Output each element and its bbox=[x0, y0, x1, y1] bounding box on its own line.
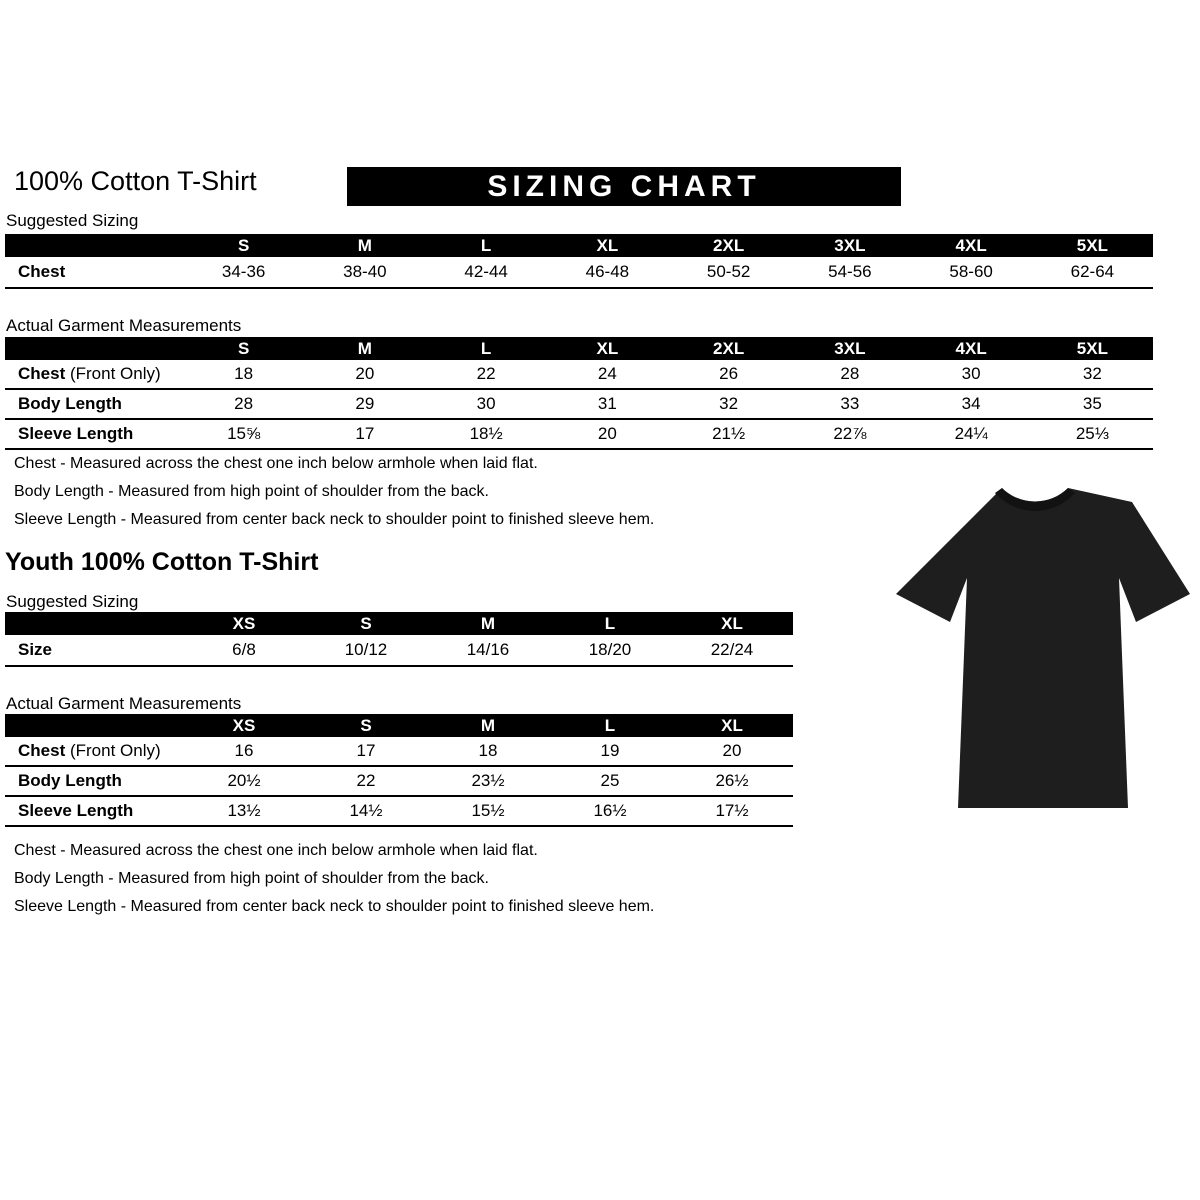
table-row bbox=[5, 797, 793, 827]
column-header: 3XL bbox=[834, 338, 866, 358]
table-cell: 62-64 bbox=[1070, 262, 1115, 281]
column-header: M bbox=[480, 613, 496, 633]
table-cell: 54-56 bbox=[828, 262, 872, 281]
note-chest: Chest - Measured across the chest one inch below armhole when laid flat. bbox=[14, 842, 538, 859]
table-row bbox=[5, 767, 793, 797]
youth-measurement-notes bbox=[14, 837, 654, 921]
column-header: 5XL bbox=[1076, 338, 1108, 358]
sizing-chart-banner bbox=[347, 167, 901, 206]
column-header: S bbox=[237, 338, 250, 358]
table-cell: 46-48 bbox=[585, 262, 630, 281]
column-header: 5XL bbox=[1076, 235, 1108, 255]
column-header: L bbox=[604, 613, 616, 633]
row-label: Body Length bbox=[18, 394, 122, 413]
table-cell: 16 bbox=[234, 741, 254, 760]
table-cell: 28 bbox=[840, 364, 860, 383]
tshirt-body-shape bbox=[896, 488, 1190, 808]
adult-suggested-sizing-label: Suggested Sizing bbox=[6, 211, 139, 230]
table-row bbox=[5, 390, 1153, 420]
adult-actual-measurements-table bbox=[5, 337, 1153, 450]
note-sleeve-length: Sleeve Length - Measured from center back neck to shoulder point to finished sleeve hem. bbox=[14, 898, 655, 915]
note-body-length: Body Length - Measured from high point of shoulder from the back. bbox=[14, 870, 489, 887]
column-header: S bbox=[360, 715, 372, 735]
tshirt-graphic bbox=[890, 472, 1198, 820]
column-header: 2XL bbox=[713, 235, 745, 255]
column-header: L bbox=[604, 715, 616, 735]
column-header: XL bbox=[721, 715, 743, 735]
note-chest: Chest - Measured across the chest one inch below armhole when laid flat. bbox=[14, 455, 538, 472]
row-label: Chest (Front Only) bbox=[18, 364, 161, 383]
row-label: Chest bbox=[18, 262, 66, 281]
table-cell: 32 bbox=[1082, 364, 1102, 383]
row-label: Body Length bbox=[18, 771, 122, 790]
table-cell: 30 bbox=[961, 364, 981, 383]
column-header: XS bbox=[232, 715, 256, 735]
table-row bbox=[5, 360, 1153, 390]
table-cell: 14/16 bbox=[466, 640, 510, 659]
row-label: Sleeve Length bbox=[18, 424, 134, 443]
table-cell: 17 bbox=[355, 424, 375, 443]
table-header-row bbox=[5, 234, 1153, 257]
table-cell: 13½ bbox=[227, 801, 261, 820]
row-label: Sleeve Length bbox=[18, 801, 134, 820]
adult-measurement-notes bbox=[14, 450, 654, 534]
column-header: S bbox=[360, 613, 372, 633]
row-label: Size bbox=[18, 640, 53, 659]
youth-suggested-sizing-table bbox=[5, 612, 793, 667]
column-header: L bbox=[480, 235, 492, 255]
youth-actual-measurements-label: Actual Garment Measurements bbox=[6, 694, 242, 713]
sizing-chart-banner-text: SIZING CHART bbox=[487, 169, 761, 203]
column-header: 4XL bbox=[955, 235, 987, 255]
table-cell: 34-36 bbox=[221, 262, 266, 281]
table-cell: 25 bbox=[600, 771, 620, 790]
table-cell: 21½ bbox=[712, 424, 746, 443]
column-header: M bbox=[357, 338, 372, 358]
youth-suggested-sizing-label: Suggested Sizing bbox=[6, 592, 139, 611]
column-header: XS bbox=[232, 613, 256, 633]
table-cell: 31 bbox=[597, 394, 617, 413]
table-row bbox=[5, 737, 793, 767]
table-cell: 28 bbox=[234, 394, 254, 413]
table-cell: 33 bbox=[840, 394, 860, 413]
table-cell: 18 bbox=[234, 364, 254, 383]
table-cell: 35 bbox=[1082, 394, 1102, 413]
column-header: L bbox=[480, 338, 492, 358]
table-cell: 15⅝ bbox=[227, 424, 261, 443]
table-cell: 38-40 bbox=[343, 262, 387, 281]
table-row bbox=[5, 420, 1153, 450]
table-cell: 20 bbox=[597, 424, 617, 443]
table-cell: 10/12 bbox=[344, 640, 388, 659]
table-cell: 26½ bbox=[715, 771, 749, 790]
table-cell: 42-44 bbox=[464, 262, 508, 281]
column-header: M bbox=[480, 715, 496, 735]
table-cell: 24¼ bbox=[954, 424, 988, 443]
table-cell: 16½ bbox=[593, 801, 627, 820]
table-cell: 26 bbox=[719, 364, 739, 383]
adult-suggested-sizing-table bbox=[5, 234, 1153, 289]
youth-product-title: Youth 100% Cotton T-Shirt bbox=[5, 548, 319, 576]
table-cell: 17½ bbox=[715, 801, 749, 820]
table-header-row bbox=[5, 337, 1153, 360]
table-cell: 23½ bbox=[471, 771, 505, 790]
black-tshirt-image bbox=[890, 472, 1198, 820]
table-cell: 58-60 bbox=[949, 262, 993, 281]
table-cell: 24 bbox=[597, 364, 617, 383]
note-body-length: Body Length - Measured from high point of shoulder from the back. bbox=[14, 483, 489, 500]
adult-actual-measurements-label: Actual Garment Measurements bbox=[6, 316, 242, 335]
column-header: S bbox=[237, 235, 250, 255]
column-header: 4XL bbox=[955, 338, 987, 358]
table-cell: 17 bbox=[356, 741, 376, 760]
table-cell: 20½ bbox=[227, 771, 261, 790]
table-header-row bbox=[5, 714, 793, 737]
table-cell: 22 bbox=[476, 364, 496, 383]
table-cell: 19 bbox=[600, 741, 620, 760]
table-cell: 18½ bbox=[469, 424, 503, 443]
adult-product-title: 100% Cotton T-Shirt bbox=[14, 166, 257, 196]
column-header: XL bbox=[596, 235, 619, 255]
table-cell: 15½ bbox=[471, 801, 505, 820]
table-cell: 50-52 bbox=[706, 262, 751, 281]
table-row bbox=[5, 257, 1153, 289]
table-cell: 18 bbox=[478, 741, 498, 760]
note-sleeve-length: Sleeve Length - Measured from center back neck to shoulder point to finished sleeve hem. bbox=[14, 511, 655, 528]
column-header: XL bbox=[596, 338, 619, 358]
table-cell: 22⅞ bbox=[833, 424, 867, 443]
column-header: 2XL bbox=[713, 338, 745, 358]
table-cell: 29 bbox=[355, 394, 375, 413]
table-cell: 18/20 bbox=[588, 640, 632, 659]
table-cell: 22 bbox=[356, 771, 376, 790]
table-header-row bbox=[5, 612, 793, 635]
table-cell: 22/24 bbox=[710, 640, 754, 659]
table-cell: 25⅓ bbox=[1075, 424, 1109, 443]
table-cell: 14½ bbox=[349, 801, 383, 820]
column-header: XL bbox=[721, 613, 743, 633]
table-cell: 34 bbox=[961, 394, 981, 413]
table-cell: 32 bbox=[719, 394, 739, 413]
column-header: M bbox=[357, 235, 372, 255]
column-header: 3XL bbox=[834, 235, 866, 255]
table-cell: 20 bbox=[355, 364, 375, 383]
table-cell: 6/8 bbox=[232, 640, 256, 659]
table-row bbox=[5, 635, 793, 667]
table-cell: 20 bbox=[722, 741, 742, 760]
table-cell: 30 bbox=[476, 394, 496, 413]
youth-actual-measurements-table bbox=[5, 714, 793, 827]
row-label: Chest (Front Only) bbox=[18, 741, 161, 760]
